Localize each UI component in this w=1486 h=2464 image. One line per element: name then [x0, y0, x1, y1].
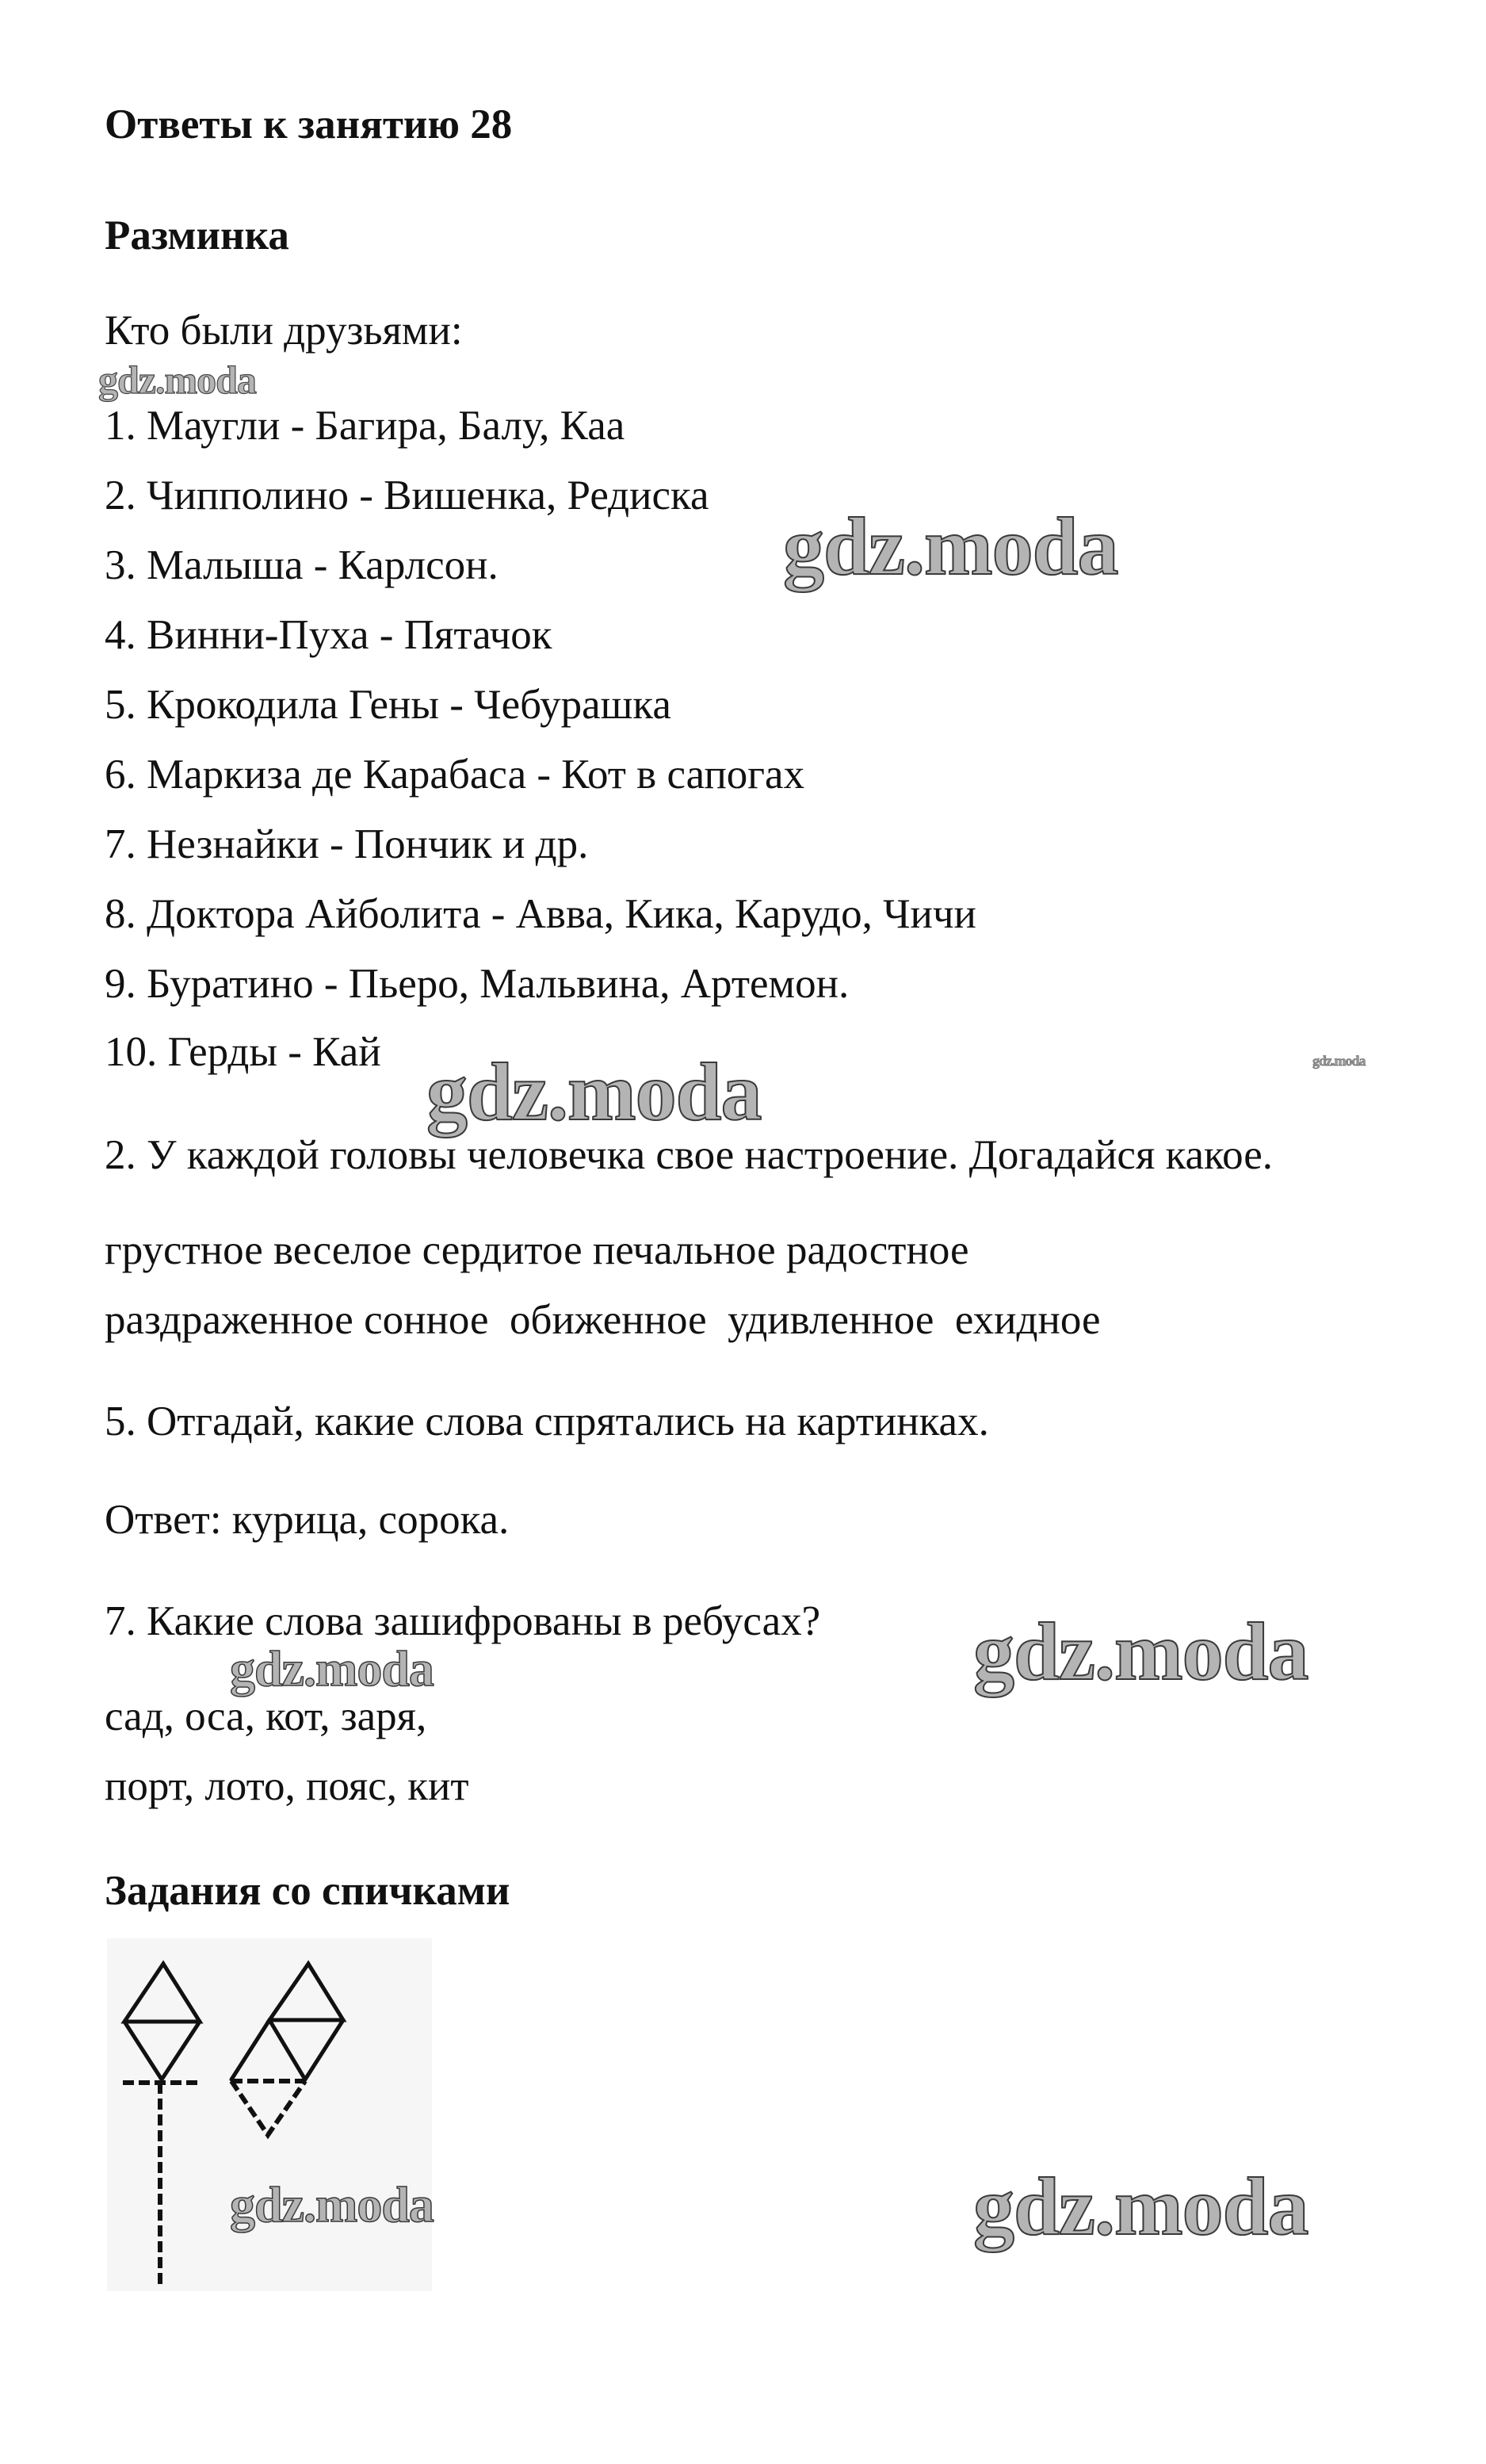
watermark: gdz.moda [783, 501, 1118, 592]
watermark: gdz.moda [426, 1046, 762, 1138]
watermark: gdz.moda [230, 2176, 434, 2233]
task2-answer: раздраженное сонное обиженное удивленное ехидное [105, 1297, 1101, 1343]
task2-question: 2. У каждой головы человечка свое настроение. Догадайся какое. [105, 1132, 1274, 1178]
figure-background [107, 1938, 432, 2291]
list-item: 10. Герды - Кай [105, 1029, 381, 1075]
list-item: 1. Маугли - Багира, Балу, Каа [105, 403, 625, 449]
list-item: 6. Маркиза де Карабаса - Кот в сапогах [105, 752, 805, 798]
watermark: gdz.moda [98, 358, 256, 402]
watermark: gdz.moda [1312, 1053, 1366, 1069]
page-title: Ответы к занятию 28 [105, 101, 513, 147]
task5-question: 5. Отгадай, какие слова спрятались на картинках. [105, 1398, 989, 1444]
matches-heading: Задания со спичками [105, 1868, 510, 1914]
list-item: 5. Крокодила Гены - Чебурашка [105, 682, 671, 728]
list-item: 4. Винни-Пуха - Пятачок [105, 612, 552, 658]
task2-answer: грустное веселое сердитое печальное радостное [105, 1227, 969, 1273]
list-item: 8. Доктора Айболита - Авва, Кика, Карудо, Чичи [105, 891, 976, 937]
watermark: gdz.moda [973, 1606, 1308, 1697]
watermark: gdz.moda [973, 2161, 1308, 2252]
warmup-heading: Разминка [105, 212, 289, 258]
warmup-intro: Кто были друзьями: [105, 308, 463, 354]
task7-answer: порт, лото, пояс, кит [105, 1763, 469, 1809]
watermark: gdz.moda [230, 1640, 434, 1697]
task7-question: 7. Какие слова зашифрованы в ребусах? [105, 1598, 821, 1644]
list-item: 2. Чипполино - Вишенка, Редиска [105, 473, 709, 518]
task7-answer: сад, оса, кот, заря, [105, 1693, 427, 1739]
task5-answer: Ответ: курица, сорока. [105, 1497, 510, 1543]
list-item: 9. Буратино - Пьеро, Мальвина, Артемон. [105, 961, 850, 1007]
list-item: 3. Малыша - Карлсон. [105, 542, 499, 588]
list-item: 7. Незнайки - Пончик и др. [105, 821, 589, 867]
